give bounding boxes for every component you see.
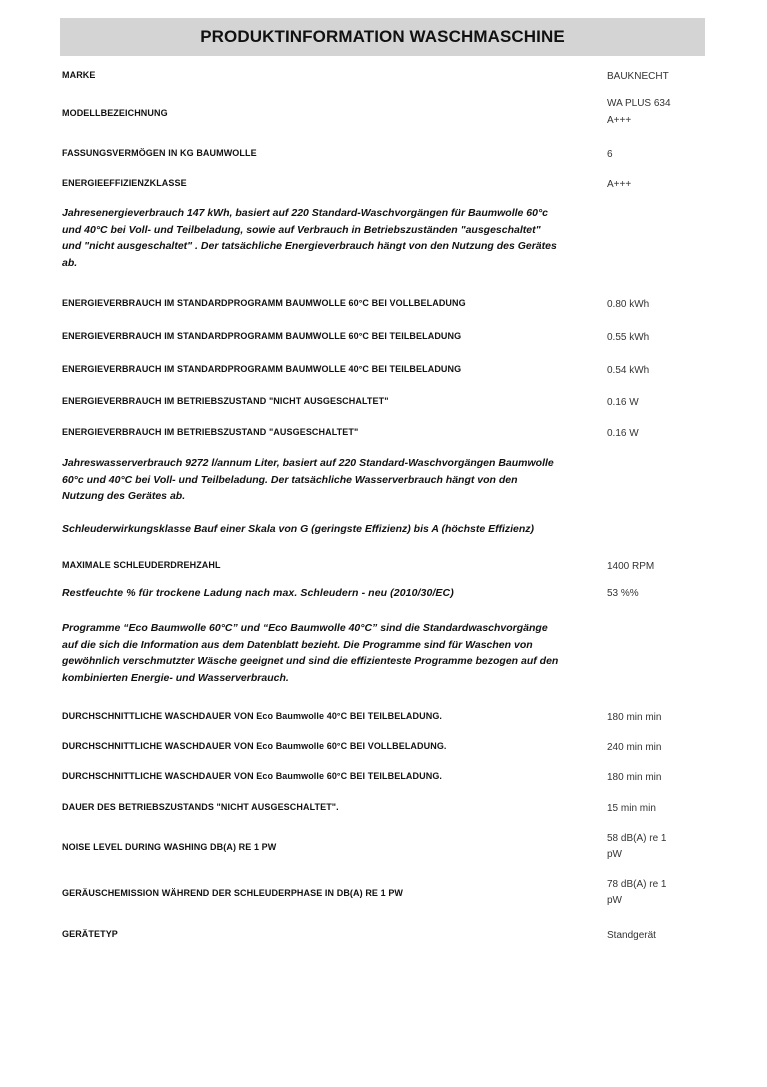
- row-label: GERÄTETYP: [62, 929, 118, 939]
- row-value: 0.16 W: [607, 397, 639, 408]
- row-value-line-1: 58 dB(A) re 1: [607, 833, 667, 844]
- row-label: ENERGIEEFFIZIENZKLASSE: [62, 178, 187, 188]
- row-value-line-1: 78 dB(A) re 1: [607, 879, 667, 890]
- row-value: 53 %%: [607, 588, 639, 599]
- row-label: MARKE: [62, 70, 96, 80]
- title-bar: [60, 18, 705, 56]
- row-value: 0.80 kWh: [607, 299, 650, 310]
- paragraph-line: ab.: [62, 256, 78, 269]
- row-label: GERÄUSCHEMISSION WÄHREND DER SCHLEUDERPHASE IN DB(A) RE 1 PW: [62, 888, 404, 898]
- row-value: 0.54 kWh: [607, 365, 650, 376]
- paragraph-line: Jahresenergieverbrauch 147 kWh, basiert auf 220 Standard-Waschvorgängen für Baumwolle 60°c: [62, 207, 549, 219]
- row-value: Standgerät: [607, 930, 656, 941]
- row-label: ENERGIEVERBRAUCH IM STANDARDPROGRAMM BAUMWOLLE 60°C BEI TEILBELADUNG: [62, 331, 462, 341]
- row-label: DURCHSCHNITTLICHE WASCHDAUER VON Eco Baumwolle 60°C BEI TEILBELADUNG.: [62, 771, 443, 781]
- row-value: 240 min min: [607, 742, 662, 753]
- paragraph-line: kombinierten Energie- und Wasserverbrauch.: [62, 671, 289, 684]
- row-label: ENERGIEVERBRAUCH IM BETRIEBSZUSTAND "AUSGESCHALTET": [62, 427, 359, 437]
- row-label: MODELLBEZEICHNUNG: [62, 108, 168, 118]
- paragraph-programme: [62, 620, 702, 686]
- paragraph-line: Schleuderwirkungsklasse Bauf einer Skala von G (geringste Effizienz) bis A (höchste Effizienz): [62, 523, 535, 535]
- paragraph-line: auf die sich die Information aus dem Datenblatt bezieht. Die Programme sind für Waschen von: [62, 638, 533, 651]
- row-label: ENERGIEVERBRAUCH IM BETRIEBSZUSTAND "NICHT AUSGESCHALTET": [62, 396, 389, 406]
- row-label: Restfeuchte % für trockene Ladung nach max. Schleudern - neu (2010/30/EC): [62, 587, 454, 599]
- paragraph-line: 60°c und 40°C bei Voll- und Teilbeladung. Der tatsächliche Wasserverbrauch hängt von den: [62, 473, 518, 486]
- row-label: ENERGIEVERBRAUCH IM STANDARDPROGRAMM BAUMWOLLE 40°C BEI TEILBELADUNG: [62, 364, 462, 374]
- row-value-line-2: pW: [607, 895, 622, 906]
- row-value-line-1: WA PLUS 634: [607, 98, 671, 109]
- row-value: A+++: [607, 179, 632, 190]
- paragraph-line: Jahreswasserverbrauch 9272 l/annum Liter, basiert auf 220 Standard-Waschvorgängen Baumwolle: [62, 457, 554, 469]
- row-value: 15 min min: [607, 803, 656, 814]
- page-title: PRODUKTINFORMATION WASCHMASCHINE: [200, 27, 565, 46]
- row-label: DURCHSCHNITTLICHE WASCHDAUER VON Eco Baumwolle 40°C BEI TEILBELADUNG.: [62, 711, 443, 721]
- row-label: DURCHSCHNITTLICHE WASCHDAUER VON Eco Baumwolle 60°C BEI VOLLBELADUNG.: [62, 741, 447, 751]
- row-label: DAUER DES BETRIEBSZUSTANDS "NICHT AUSGESCHALTET".: [62, 802, 339, 812]
- paragraph-line: gewöhnlich verschmutzter Wäsche geeignet und sind die effizienteste Programme bezogen auf den: [62, 655, 559, 667]
- row-value: 6: [607, 149, 613, 160]
- row-value: 180 min min: [607, 772, 662, 783]
- paragraph-line: Nutzung des Gerätes ab.: [62, 490, 186, 502]
- row-value: 0.16 W: [607, 428, 639, 439]
- row-label: NOISE LEVEL DURING WASHING DB(A) RE 1 PW: [62, 842, 277, 852]
- paragraph-schleuderwirkungsklasse: [62, 521, 702, 538]
- row-label: MAXIMALE SCHLEUDERDREHZAHL: [62, 560, 221, 570]
- row-value: 1400 RPM: [607, 561, 655, 572]
- row-value: BAUKNECHT: [607, 71, 669, 82]
- paragraph-line: Programme “Eco Baumwolle 60°C” und “Eco Baumwolle 40°C” sind die Standardwaschvorgänge: [62, 622, 548, 634]
- paragraph-energieverbrauch: [62, 205, 702, 271]
- row-value-line-2: pW: [607, 849, 622, 860]
- row-value-line-2: A+++: [607, 115, 632, 126]
- row-label: ENERGIEVERBRAUCH IM STANDARDPROGRAMM BAUMWOLLE 60°C BEI VOLLBELADUNG: [62, 298, 466, 308]
- row-value: 0.55 kWh: [607, 332, 650, 343]
- paragraph-line: und 40°C bei Voll- und Teilbeladung, sowie auf Verbrauch in Betriebszuständen "ausgeschaltet": [62, 223, 541, 236]
- paragraph-wasserverbrauch: [62, 455, 702, 505]
- paragraph-line: und "nicht ausgeschaltet" . Der tatsächliche Energieverbrauch hängt von den Nutzung des Gerätes: [62, 240, 557, 252]
- row-label: FASSUNGSVERMÖGEN IN KG BAUMWOLLE: [62, 148, 257, 158]
- row-value: 180 min min: [607, 712, 662, 723]
